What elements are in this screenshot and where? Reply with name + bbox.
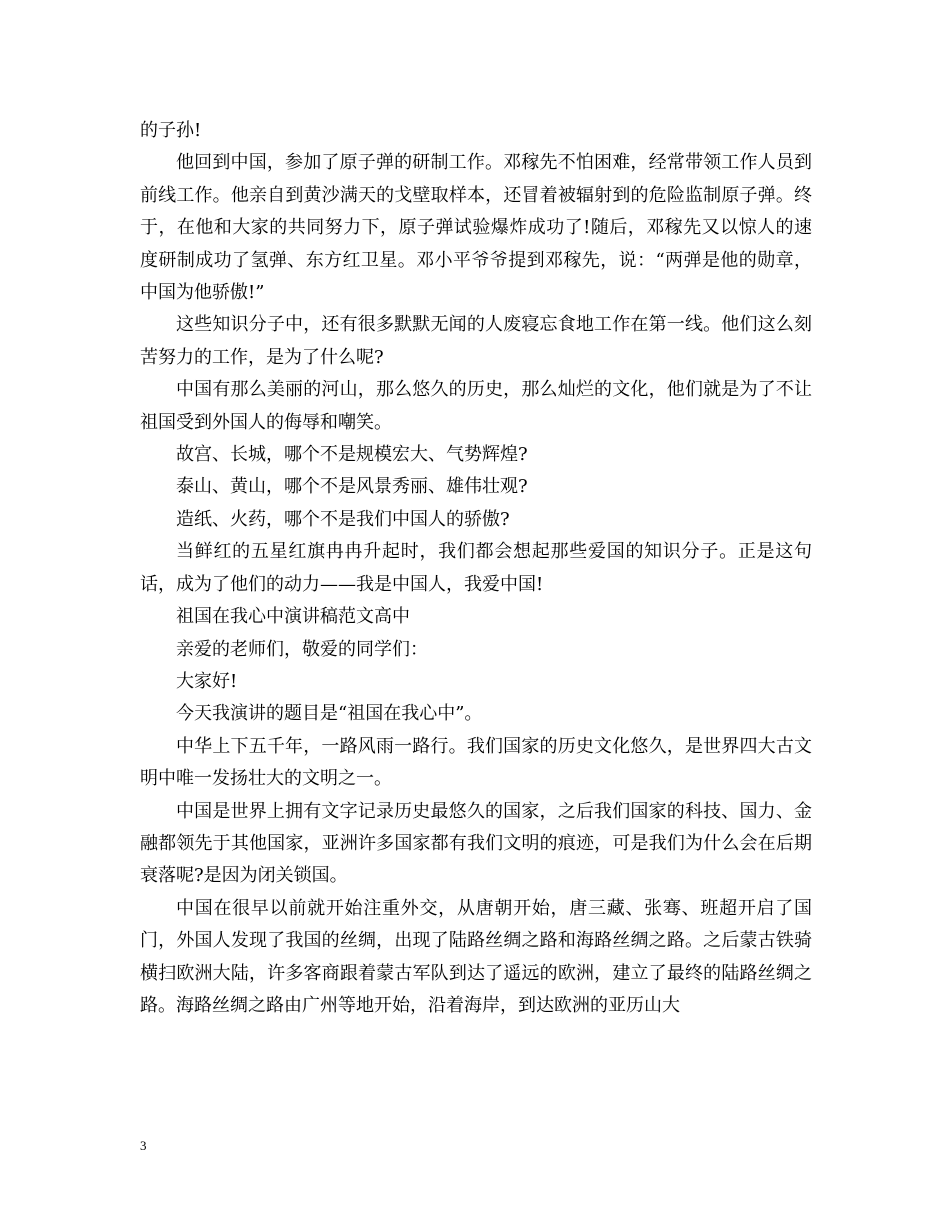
body-text: [140, 115, 812, 1022]
paragraph: 的子孙!: [140, 120, 202, 141]
paragraph: 泰山、黄山，哪个不是风景秀丽、雄伟壮观?: [176, 476, 528, 498]
paragraph: 中国在很早以前就开始注重外交，从唐朝开始，唐三藏、张骞、班超开启了国门，外国人发现了我国的丝绸，出现了陆路丝绸之路和海路丝绸之路。之后蒙古铁骑横扫欧洲大陆，许多客商跟着蒙古军队到达了遥远的欧洲，建立了最终的陆路丝绸之路。海路丝绸之路由广州等地开始，沿着海岸，到达欧洲的亚历山大: [140, 897, 812, 1016]
paragraph: 这些知识分子中，还有很多默默无闻的人废寝忘食地工作在第一线。他们这么刻苦努力的工作，是为了什么呢?: [140, 314, 812, 368]
paragraph: 中华上下五千年，一路风雨一路行。我们国家的历史文化悠久，是世界四大古文明中唯一发扬壮大的文明之一。: [140, 735, 812, 790]
salutation: 亲爱的老师们，敬爱的同学们：: [176, 638, 428, 660]
paragraph: 造纸、火药，哪个不是我们中国人的骄傲?: [176, 508, 510, 530]
paragraph: 中国有那么美丽的河山，那么悠久的历史，那么灿烂的文化，他们就是为了不让祖国受到外国人的侮辱和嘲笑。: [140, 379, 812, 433]
section-heading: 祖国在我心中演讲稿范文高中: [176, 606, 410, 628]
paragraph: 当鲜红的五星红旗冉冉升起时，我们都会想起那些爱国的知识分子。正是这句话，成为了他们的动力——我是中国人，我爱中国!: [140, 541, 812, 595]
paragraph: 今天我演讲的题目是“祖国在我心中”。: [176, 703, 483, 725]
greeting: 大家好!: [176, 670, 238, 692]
paragraph: 他回到中国，参加了原子弹的研制工作。邓稼先不怕困难，经常带领工作人员到前线工作。他亲自到黄沙满天的戈壁取样本，还冒着被辐射到的危险监制原子弹。终于，在他和大家的共同努力下，原子弹试验爆炸成功了!随后，邓稼先又以惊人的速度研制成功了氢弹、东方红卫星。邓小平爷爷提到邓稼先，说：“两弹是他的勋章，中国为他骄傲!”: [140, 152, 812, 304]
page-number: 3: [140, 1138, 147, 1153]
paragraph: 中国是世界上拥有文字记录历史最悠久的国家，之后我们国家的科技、国力、金融都领先于其他国家，亚洲许多国家都有我们文明的痕迹，可是我们为什么会在后期衰落呢?是因为闭关锁国。: [140, 800, 812, 887]
paragraph: 故宫、长城，哪个不是规模宏大、气势辉煌?: [176, 444, 528, 466]
